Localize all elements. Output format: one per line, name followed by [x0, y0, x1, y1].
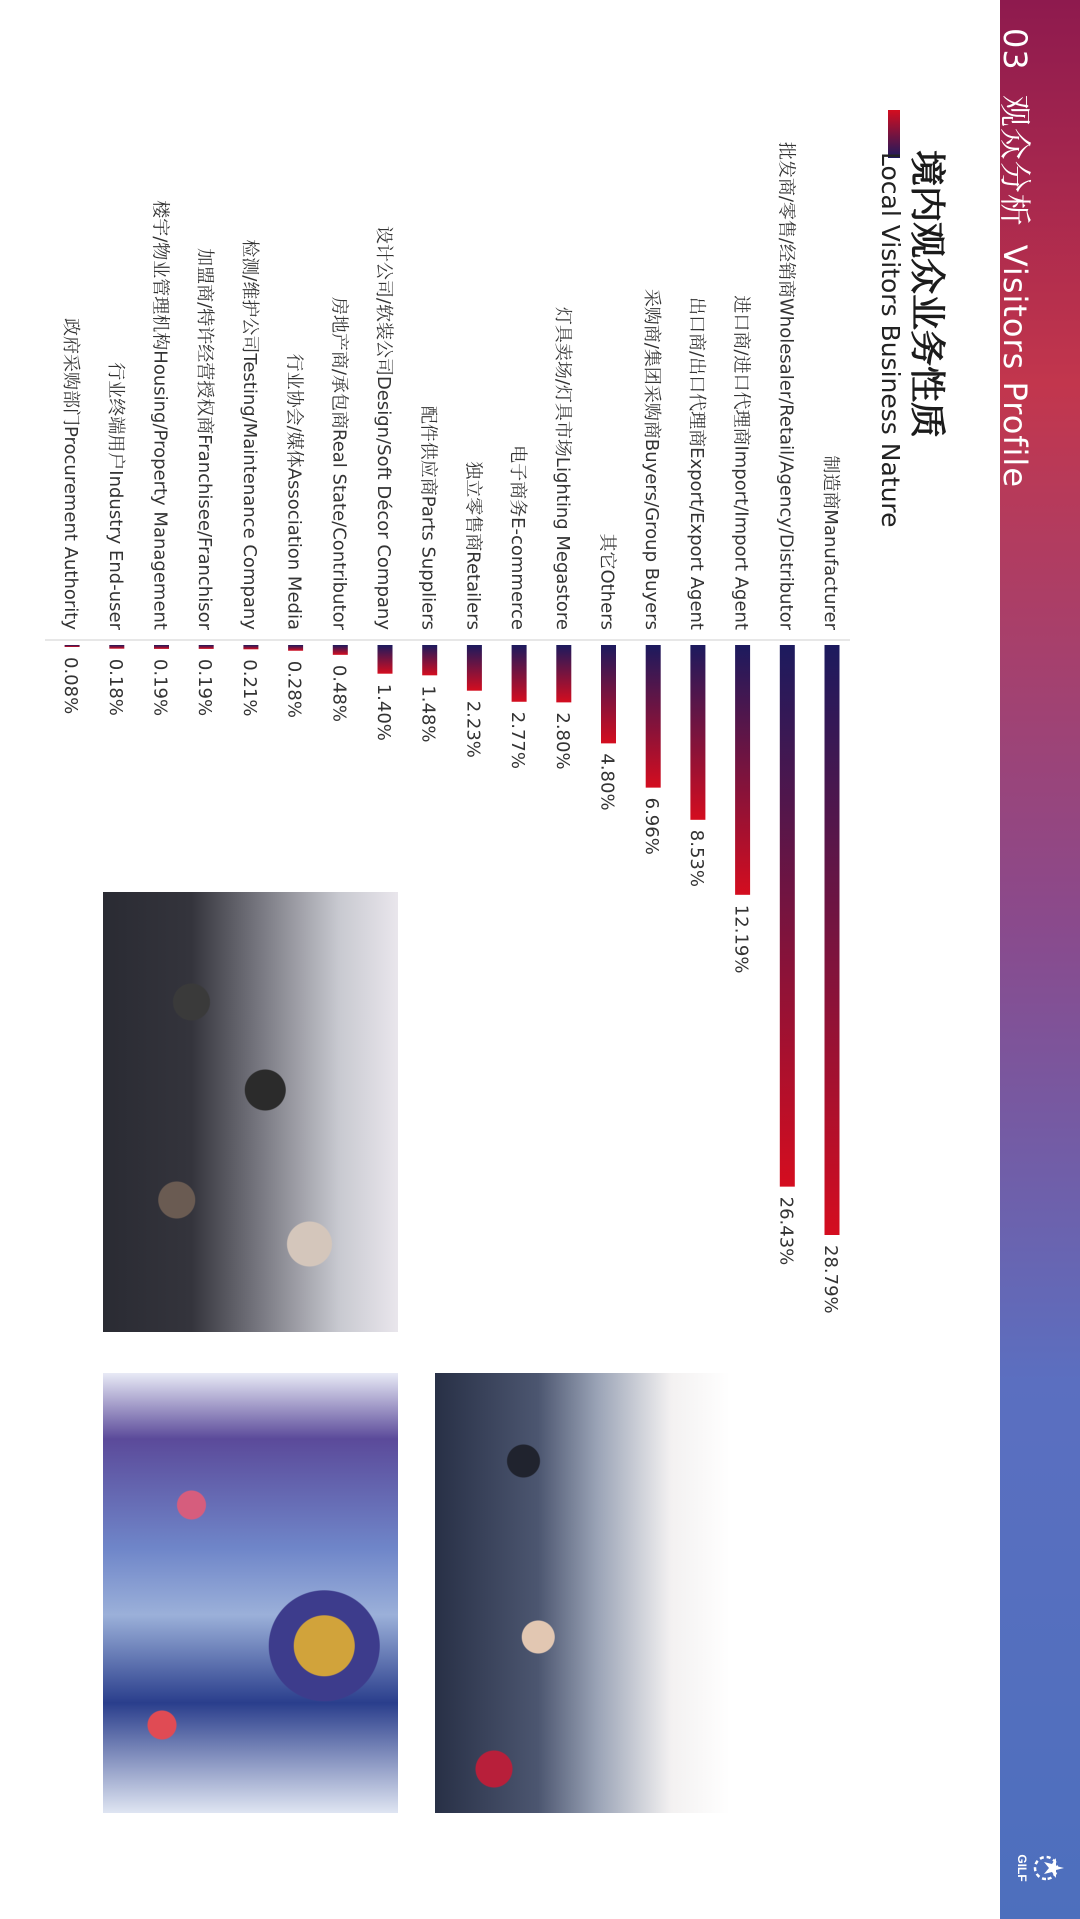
section-number: 03: [996, 28, 1034, 71]
section-title-en: Visitors Profile: [996, 244, 1034, 488]
category-label: 楼宇/物业管理机构Housing/Property Management: [149, 200, 171, 630]
value-label: 0.48%: [328, 664, 350, 723]
bar: [467, 645, 482, 691]
value-label: 12.19%: [730, 904, 752, 974]
value-label: 2.77%: [507, 711, 529, 769]
bar: [199, 645, 214, 649]
chart-heading-zh: 境内观众业务性质: [906, 150, 947, 439]
exhibition-booth-crowd-photo: [103, 1373, 398, 1813]
category-label: 出口商/出口代理商Export/Export Agent: [685, 297, 707, 630]
category-label: 检测/维护公司Testing/Maintenance Company: [238, 239, 260, 630]
bar: [333, 645, 348, 655]
exhibition-hall-crowd-photo: [435, 1373, 730, 1813]
bar: [690, 645, 705, 820]
exhibition-visitors-photo: [103, 892, 398, 1332]
category-label: 加盟商/特许经营授权商Franchisee/Franchisor: [194, 248, 216, 630]
category-label: 灯具卖场/灯具市场Lighting Megastore: [551, 306, 573, 630]
value-label: 4.80%: [596, 753, 618, 811]
category-label: 政府采购部门Procurement Authority: [60, 317, 82, 630]
value-label: 26.43%: [775, 1196, 797, 1266]
category-label: 独立零售商Retailers: [462, 461, 484, 630]
category-label: 房地产商/承包商Real State/Contributor: [328, 296, 350, 630]
value-label: 0.19%: [149, 658, 171, 717]
bar: [243, 645, 258, 649]
category-label: 采购商/集团采购商Buyers/Group Buyers: [641, 288, 663, 630]
category-label: 行业协会/媒体Association Media: [283, 353, 305, 630]
value-label: 0.08%: [60, 657, 82, 715]
chart-heading-en: Local Visitors Business Nature: [876, 152, 905, 528]
value-label: 1.48%: [417, 685, 439, 743]
category-label: 配件供应商Parts Suppliers: [417, 405, 439, 630]
bar: [109, 645, 124, 649]
logo-text: GILF: [1015, 1854, 1029, 1882]
value-label: 28.79%: [820, 1245, 841, 1314]
bar: [825, 645, 840, 1235]
bar: [735, 645, 750, 895]
value-label: 0.19%: [194, 658, 216, 717]
value-label: 8.53%: [685, 829, 707, 887]
category-label: 批发商/零售/经销商Wholesaler/Retail/Agency/Distributor: [775, 141, 797, 630]
bar: [556, 645, 571, 702]
category-label: 其它Others: [596, 533, 618, 630]
bar: [378, 645, 393, 674]
bar: [154, 645, 169, 649]
value-label: 0.28%: [283, 660, 305, 718]
category-label: 电子商务E-commerce: [507, 445, 529, 630]
value-label: 2.23%: [462, 700, 484, 758]
bar: [601, 645, 616, 743]
value-label: 0.21%: [238, 659, 260, 717]
category-label: 行业终端用户Industry End-user: [104, 362, 126, 630]
category-label: 制造商Manufacturer: [820, 455, 841, 630]
value-label: 0.18%: [104, 658, 126, 716]
category-label: 设计公司/软装公司Design/Soft Décor Company: [373, 225, 394, 630]
bar: [512, 645, 527, 702]
value-label: 6.96%: [641, 797, 663, 855]
category-label: 进口商/进口代理商Import/Import Agent: [730, 295, 752, 630]
bar: [646, 645, 661, 788]
section-title-zh: 观众分析: [996, 94, 1034, 227]
value-label: 1.40%: [373, 683, 394, 741]
value-label: 2.80%: [551, 712, 573, 770]
bar: [422, 645, 437, 675]
bar: [288, 645, 303, 651]
bar: [65, 645, 80, 647]
bar: [780, 645, 795, 1187]
